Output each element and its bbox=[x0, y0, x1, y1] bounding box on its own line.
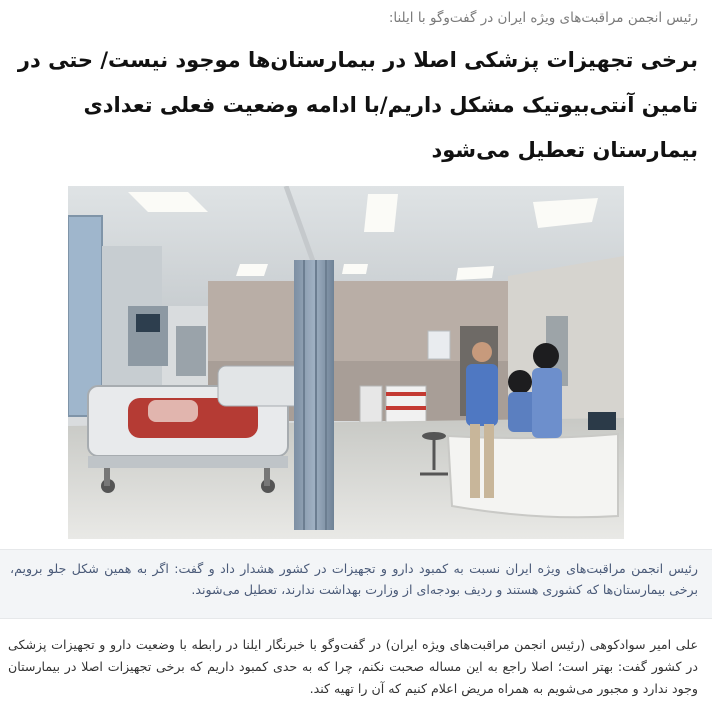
hospital-ward-photo bbox=[68, 186, 624, 539]
article-lead: رئیس انجمن مراقبت‌های ویژه ایران نسبت به کمبود دارو و تجهیزات در کشور هشدار داد و گفت: اگر به همین شکل جلو برویم، برخی بیمارستان‌ها که کشوری هستند و ردیف بودجه‌ای از وزارت بهداشت ندارند، تعطیل می‌شوند. bbox=[0, 549, 712, 619]
article-kicker: رئیس انجمن مراقبت‌های ویژه ایران در گفت‌وگو با ایلنا: bbox=[388, 10, 698, 26]
article-body: علی امیر سوادکوهی (رئیس انجمن مراقبت‌های ویژه ایران) در گفت‌وگو با خبرنگار ایلنا در رابطه با وضعیت دارو و تجهیزات پزشکی در کشور گفت: بهتر است؛ اصلا راجع به این مساله صحبت نکنم، چرا که به حدی کمبود داریم که برخی تجهیزات اصلا در بیمارستان وجود ندارد و مجبور می‌شویم به همراه مریض اعلام کنیم که آن را تهیه کند. bbox=[8, 637, 698, 696]
article-headline: برخی تجهیزات پزشکی اصلا در بیمارستان‌ها موجود نیست/ حتی در تامین آنتی‌بیوتیک مشکل داریم/با ادامه وضعیت فعلی تعدادی بیمارستان تعطیل می‌شود bbox=[17, 48, 698, 162]
